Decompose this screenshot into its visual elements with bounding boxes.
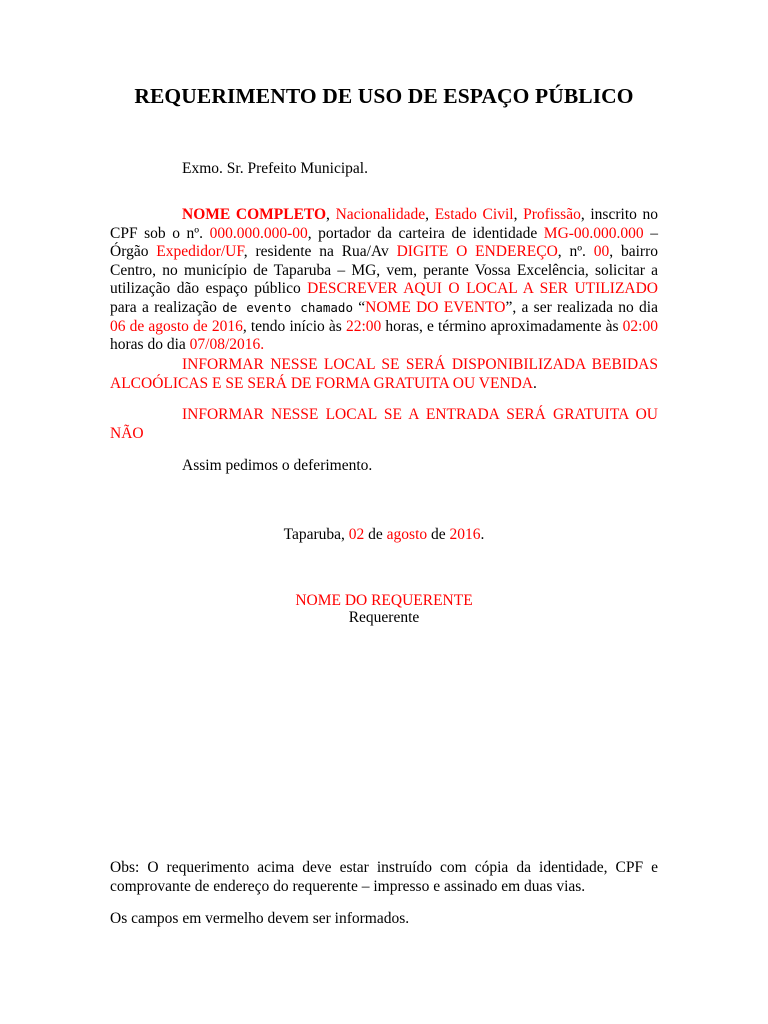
field-event-date: 06 de agosto de 2016 (110, 317, 243, 335)
entry-fee-instruction (110, 406, 658, 443)
text-separator: , (513, 206, 524, 223)
text-municipality: , bairro Centro, no município de Taparuba – MG, vem, perante Vossa Excelência, solicitar a utilização dão espaço público (110, 243, 658, 298)
field-end-time: 02:00 (622, 317, 658, 335)
entry-fee-instruction-text: INFORMAR NESSE LOCAL SE A ENTRADA SERÁ GRATUITA OU NÃO (110, 406, 658, 442)
text-end-intro: horas, e término aproximadamente às (381, 317, 623, 335)
text-start-intro: , tendo início às (242, 317, 346, 335)
text-issuer-intro: – Órgão (110, 224, 659, 261)
text-separator: , (425, 206, 435, 223)
field-civil-status: Estado Civil (434, 206, 514, 223)
field-nationality: Nacionalidade (335, 206, 426, 223)
field-start-time: 22:00 (345, 317, 382, 335)
red-fields-note: Os campos em vermelho devem ser informados. (110, 910, 410, 927)
field-profession: Profissão (523, 206, 581, 223)
date-connector: de (364, 526, 387, 543)
text-date-intro: ”, a ser realizada no dia (505, 298, 658, 316)
text-number-intro: , nº. (557, 243, 594, 261)
text-separator: , (326, 206, 336, 223)
signature-block (0, 592, 768, 626)
date-city: Taparuba, (283, 526, 349, 543)
requester-role: Requerente (348, 609, 420, 626)
field-requester-name: NOME DO REQUERENTE (295, 592, 473, 609)
field-year: 2016 (449, 526, 481, 543)
text-event-called: de evento chamado (222, 299, 353, 315)
date-connector: de (427, 526, 450, 543)
document-title: REQUERIMENTO DE USO DE ESPAÇO PÚBLICO (134, 84, 634, 108)
field-cpf: 000.000.000-00 (209, 224, 308, 242)
field-month: agosto (386, 526, 428, 543)
beverages-instruction-period: . (533, 374, 537, 392)
field-address-number: 00 (593, 243, 610, 261)
field-address: DIGITE O ENDEREÇO (396, 243, 558, 261)
text-address-intro: , residente na Rua/Av (243, 243, 397, 261)
observation-note: Obs: O requerimento acima deve estar instruído com cópia da identidade, CPF e comprovante de endereço do requerente – impresso e assinado em duas vias. (110, 859, 658, 895)
text-cpf-intro: , inscrito no CPF sob o nº. (110, 206, 659, 242)
closing-line: Assim pedimos o deferimento. (182, 457, 373, 474)
request-body-paragraph (110, 206, 658, 355)
field-location: DESCREVER AQUI O LOCAL A SER UTILIZADO (307, 280, 658, 298)
field-event-name: NOME DO EVENTO (365, 298, 506, 316)
beverages-instruction (110, 356, 658, 393)
field-end-date: 07/08/2016. (189, 336, 265, 354)
date-period: . (480, 526, 485, 543)
text-quote-open: “ (352, 298, 366, 316)
text-end-day-intro: horas do dia (110, 336, 190, 354)
text-id-intro: , portador da carteira de identidade (307, 224, 544, 242)
text-event-intro: para a realização (110, 298, 223, 316)
field-full-name: NOME COMPLETO (182, 206, 327, 223)
salutation: Exmo. Sr. Prefeito Municipal. (182, 160, 368, 177)
beverages-instruction-text: INFORMAR NESSE LOCAL SE SERÁ DISPONIBILIZADA BEBIDAS ALCOÓLICAS E SE SERÁ DE FORMA GRATUITA OU VENDA (110, 356, 658, 392)
field-issuer: Expedidor/UF (156, 243, 244, 261)
place-and-date (0, 526, 768, 544)
field-id-number: MG-00.000.000 (543, 224, 644, 242)
field-day: 02 (348, 526, 365, 543)
